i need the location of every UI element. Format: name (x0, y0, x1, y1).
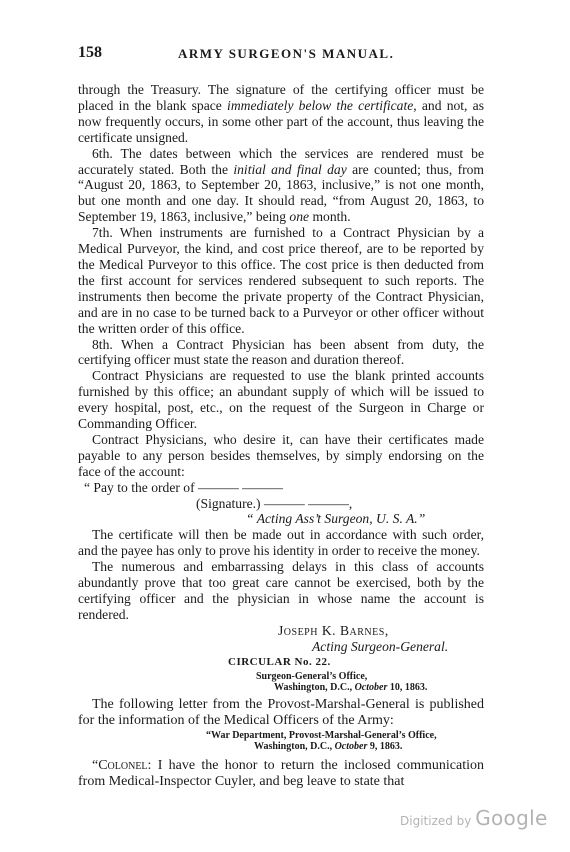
circular-office: Surgeon-General’s Office, (256, 670, 368, 682)
paragraph-letter-intro: The following letter from the Provost-Marshal-General is published for the information of the Medical Officers of the Army: (78, 696, 484, 729)
quoted-office: “War Department, Provost-Marshal-General’s Office, (206, 729, 437, 741)
page-header (78, 44, 492, 64)
quoted-place-date: Washington, D.C., October 9, 1863. (254, 740, 403, 752)
paragraph-8th: 8th. When a Contract Physician has been absent from duty, the certifying officer must state the reason and duration thereof. (78, 336, 484, 368)
running-title: ARMY SURGEON'S MANUAL. (178, 46, 395, 61)
paragraph-endorsement: Contract Physicians, who desire it, can have their certificates made payable to any person besides themselves, by simply endorsing on the face of the account: (78, 431, 484, 479)
paragraph-certificate: The certificate will then be made out in accordance with such order, and the payee has only to prove his identity in order to receive the money. (78, 527, 484, 559)
circular-place-date: Washington, D.C., October 10, 1863. (274, 681, 428, 693)
paragraph-6th: 6th. The dates between which the services are rendered must be accurately stated. Both the initial and final day are counted; thus, from “August 20, 1863, to September 20, 1863, inclusive,” is not one month, but one month and one day. It should read, “from August 20, 1863, to September 19, 1863, inclusive,” being one month. (78, 145, 485, 225)
digitized-watermark: Digitized by Google (400, 806, 548, 830)
paragraph-colonel: “Colonel: I have the honor to return the inclosed communication from Medical-Inspector Cuyler, and beg leave to state that (78, 757, 484, 790)
page-body (78, 82, 484, 791)
circular-heading: CIRCULAR No. 22. (228, 655, 331, 668)
paragraph-blank-accounts: Contract Physicians are requested to use the blank printed accounts furnished by this office; an abundant supply of which will be issued to every hospital, post, etc., on the request of the Surgeon in Charge or Commanding Officer. (78, 368, 484, 432)
google-wordmark: Google (475, 806, 548, 830)
page-number: 158 (78, 44, 102, 61)
signature-title: “ Acting Ass’t Surgeon, U. S. A.” (246, 511, 426, 527)
signature-line: (Signature.) ——— ———, (196, 495, 353, 511)
paragraph-delays: The numerous and embarrassing delays in this class of accounts abundantly prove that too great care cannot be exercised, both by the certifying officer and the physician in whose name the account is rendered. (78, 559, 484, 622)
author-name: Joseph K. Barnes, (278, 622, 389, 638)
author-role: Acting Surgeon-General. (312, 638, 449, 654)
pay-to-order-line: “ Pay to the order of ——— ——— (84, 479, 283, 495)
paragraph-7th: 7th. When instruments are furnished to a Contract Physician by a Medical Purveyor, the kind, and cost price thereof, are to be reported by the Medical Purveyor to this office. The cost price is then deducted from the first account for services rendered subsequent to such reports. The instruments then become the private property of the Contract Physician, and are in no case to be turned back to a Purveyor or other officer without the written order of this office. (78, 225, 484, 336)
paragraph-continuation: through the Treasury. The signature of the certifying officer must be placed in the blank space immediately below the certificate, and not, as now frequently occurs, in some other part of the account, thus leaving the certificate unsigned. (78, 82, 484, 145)
